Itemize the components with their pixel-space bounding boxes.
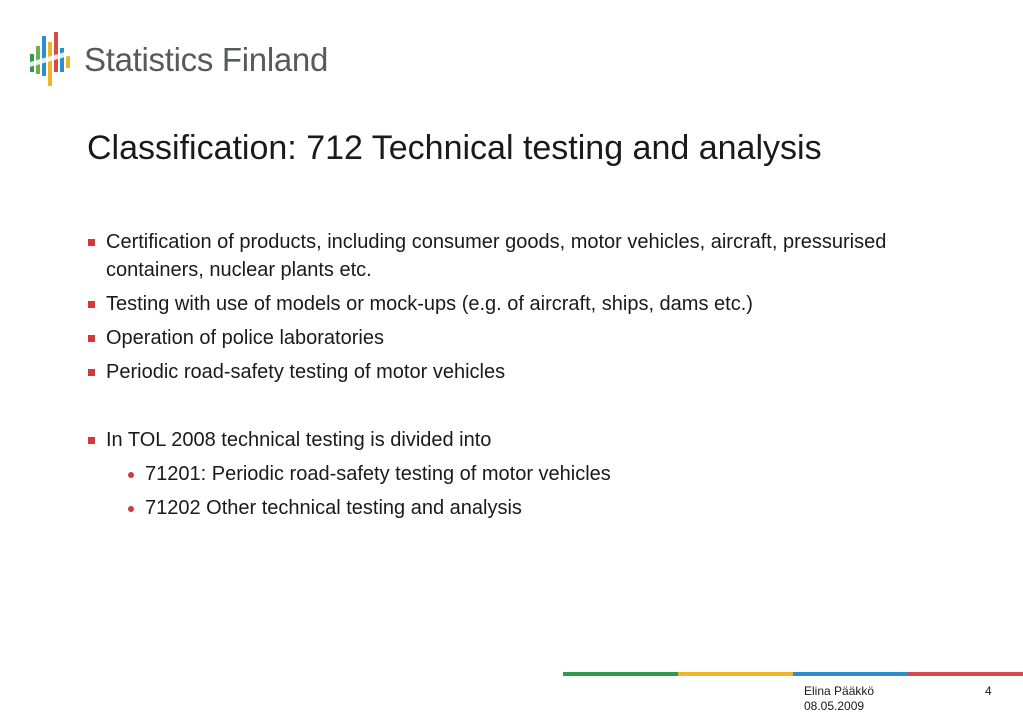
slide-title: Classification: 712 Technical testing and analysis bbox=[87, 129, 822, 167]
sub-bullet-item bbox=[87, 494, 937, 522]
bullet-item bbox=[87, 358, 937, 386]
bullet-text: Periodic road-safety testing of motor vehicles bbox=[106, 361, 506, 383]
footer-date: 08.05.2009 bbox=[804, 699, 865, 713]
sub-bullet-text: 71201: Periodic road-safety testing of motor vehicles bbox=[145, 463, 611, 485]
footer-color-bar bbox=[563, 672, 1023, 676]
statistics-finland-logo-mark-icon bbox=[28, 28, 74, 90]
round-bullet-icon bbox=[128, 506, 134, 512]
page-number: 4 bbox=[985, 684, 992, 698]
bullet-item bbox=[87, 426, 937, 454]
square-bullet-icon bbox=[88, 239, 95, 246]
square-bullet-icon bbox=[88, 369, 95, 376]
bullet-item bbox=[87, 228, 937, 284]
bullet-text: Testing with use of models or mock-ups (e.g. of aircraft, ships, dams etc.) bbox=[106, 293, 753, 315]
footer-bar-yellow bbox=[678, 672, 793, 676]
bullet-item bbox=[87, 324, 937, 352]
footer-author: Elina Pääkkö bbox=[804, 684, 875, 698]
square-bullet-icon bbox=[88, 301, 95, 308]
slide-content bbox=[87, 228, 937, 528]
bullet-text: In TOL 2008 technical testing is divided into bbox=[106, 429, 492, 451]
spacer bbox=[87, 392, 937, 426]
sub-bullet-item bbox=[87, 460, 937, 488]
square-bullet-icon bbox=[88, 335, 95, 342]
sub-bullet-text: 71202 Other technical testing and analysis bbox=[145, 497, 522, 519]
footer-bar-green bbox=[563, 672, 678, 676]
bullet-text: Certification of products, including consumer goods, motor vehicles, aircraft, pressurised containers, nuclear plants etc. bbox=[106, 231, 887, 281]
statistics-finland-logo bbox=[28, 28, 328, 90]
square-bullet-icon bbox=[88, 437, 95, 444]
footer-author-block bbox=[804, 684, 874, 714]
bullet-text: Operation of police laboratories bbox=[106, 327, 384, 349]
round-bullet-icon bbox=[128, 472, 134, 478]
footer-bar-blue bbox=[793, 672, 908, 676]
footer-bar-red bbox=[908, 672, 1023, 676]
bullet-item bbox=[87, 290, 937, 318]
logo-text: Statistics Finland bbox=[84, 40, 329, 78]
